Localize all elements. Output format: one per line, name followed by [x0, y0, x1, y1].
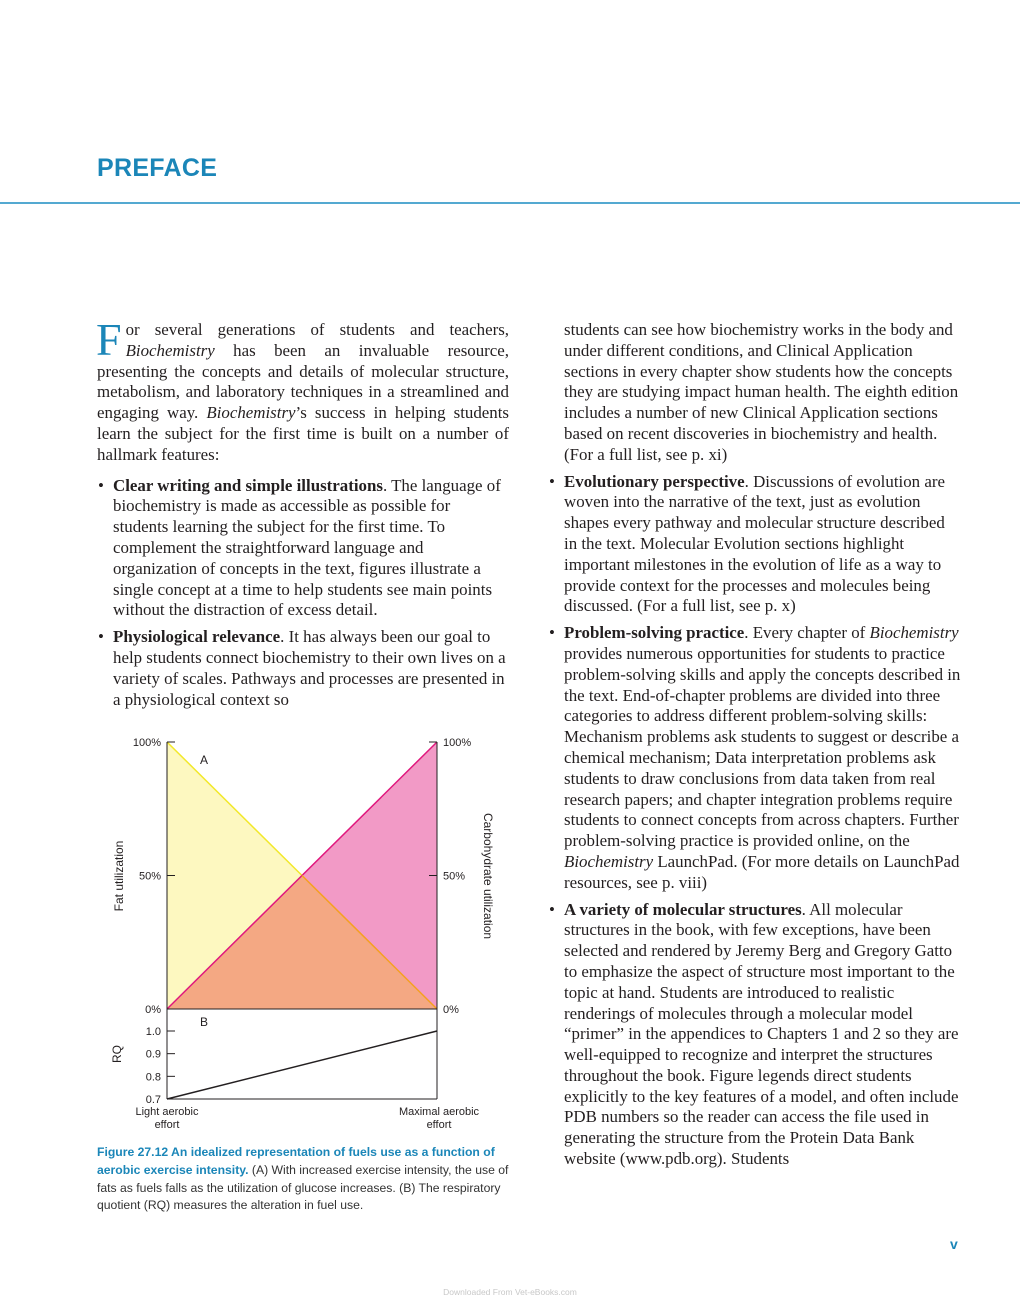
right-tick-label: 50% [443, 870, 466, 883]
book-title: Biochemistry [869, 623, 959, 643]
caption-text: (A) With increased exercise intensity, the use of fats as fuels falls as the utilization of glucose increases. (B) The respiratory quotient (RQ) measures the alteration in fuel use. [97, 1162, 509, 1213]
heading-rule [0, 202, 1020, 204]
bullet-title: Physiological relevance [113, 627, 281, 647]
bullet-text: . All molecular structures in the book, with few exceptions, have been selected and rendered by Jeremy Berg and Gregory Gatto to emphasize the aspect of structure most important to the topic at hand. Students are introduced to realistic renderings of molecules through a molecular model “primer” in the appendices to Chapters 1 and 2 so they are well-equipped to recognize and interpret the structures throughout the book. Figure legends direct students explicitly to the key features of a model, and often include PDB numbers so the reader can access the file used in generating the structure from the Protein Data Bank website (www.pdb.org). Students [564, 899, 959, 1169]
fat-axis-label: Fat utilization [112, 840, 126, 912]
list-item [97, 476, 509, 622]
book-title: Biochemistry [125, 340, 215, 360]
left-column [96, 314, 510, 710]
page-number: v [950, 1236, 958, 1252]
rq-axis-label: RQ [110, 1045, 124, 1063]
carb-axis-label: Carbohydrate utilization [481, 812, 495, 940]
bullet-text: . The language of biochemistry is made as accessible as possible for students learning the subject for the first time. To complement the straightforward language and organization of concepts in the text, figures illustrate a single concept at a time to help students see main points without the distraction of excess detail. [113, 475, 501, 620]
list-item [548, 900, 962, 1170]
figure-caption [97, 1144, 512, 1215]
list-item [548, 623, 962, 893]
right-tick-label: 0% [443, 1004, 459, 1016]
x-label-maximal-2: effort [426, 1119, 452, 1131]
right-column [564, 320, 962, 1170]
feature-list-continued [548, 472, 962, 1170]
download-footer: Downloaded From Vet-eBooks.com [443, 1287, 577, 1297]
rq-tick-label: 0.8 [145, 1071, 161, 1084]
intro-text: or several generations of students and teachers, [125, 320, 509, 339]
fuel-use-chart [97, 728, 517, 1133]
x-label-light: Light aerobic [135, 1106, 199, 1118]
rq-tick-label: 0.7 [145, 1094, 161, 1106]
label-a: A [200, 753, 209, 767]
book-title: Biochemistry [206, 403, 296, 423]
right-tick-label: 100% [443, 737, 472, 749]
page-heading: PREFACE [97, 154, 218, 182]
x-label-light-2: effort [154, 1119, 180, 1131]
rq-tick-label: 0.9 [145, 1048, 161, 1061]
bullet-text: . Every chapter of [744, 623, 870, 643]
bullet-title: Problem-solving practice [564, 623, 745, 643]
left-tick-label: 0% [145, 1004, 161, 1016]
intro-paragraph [96, 314, 510, 466]
bullet-text: LaunchPad. (For more details on LaunchPad resources, see p. viii) [564, 851, 960, 892]
caption-title: Figure 27.12 An idealized representation of fuels use as a function of aerobic exercise intensity. [97, 1145, 495, 1177]
label-b: B [200, 1015, 209, 1029]
intro-text: has been an invaluable resource, presenting the concepts and details of molecular structure, metabolism, and laboratory techniques in a streamlined and engaging way. [97, 340, 509, 423]
bullet-text: . Discussions of evolution are woven into the narrative of the text, just as evolution shapes every pathway and molecular structure described in the text. Molecular Evolution sections highlight important milestones in the evolution of life as a way to provide context for the processes and molecules being discussed. (For a full list, see p. x) [564, 471, 945, 616]
rq-tick-label: 1.0 [145, 1026, 161, 1038]
intro-text: ’s success in helping students learn the subject for the first time is built on a number of hallmark features: [97, 403, 510, 464]
list-item [548, 472, 962, 618]
figure-27-12 [97, 728, 517, 1133]
x-label-maximal: Maximal aerobic [398, 1106, 480, 1118]
list-item [97, 627, 509, 710]
bullet-title: Evolutionary perspective [564, 471, 745, 491]
book-title: Biochemistry [564, 851, 654, 871]
bullet-text: . It has always been our goal to help students connect biochemistry to their own lives on a variety of scales. Pathways and processes are presented in a physiological context so [113, 627, 506, 709]
bullet-text: provides numerous opportunities for students to practice problem-solving skills and apply the concepts described in the text. End-of-chapter problems are divided into three categories to address different problem-solving skills: Mechanism problems ask students to suggest or describe a chemical mechanism; Data interpretation problems ask students to draw conclusions from data taken from real research papers; and chapter integration problems require students to connect concepts from across chapters. Further problem-solving practice is provided online, on the [564, 643, 961, 851]
left-tick-label: 50% [138, 870, 161, 883]
drop-cap: F [96, 314, 122, 365]
feature-list [97, 476, 509, 711]
bullet-title: A variety of molecular structures [564, 899, 802, 919]
rq-line [167, 1031, 437, 1099]
bullet-title: Clear writing and simple illustrations [113, 475, 383, 495]
left-tick-label: 100% [132, 737, 161, 749]
continuation-paragraph: students can see how biochemistry works in the body and under different conditions, and Clinical Application sections in every chapter show students how the concepts they are studying impact human health. The eighth edition includes a number of new Clinical Application sections based on recent discoveries in biochemistry and health. (For a full list, see p. xi) [564, 320, 959, 464]
